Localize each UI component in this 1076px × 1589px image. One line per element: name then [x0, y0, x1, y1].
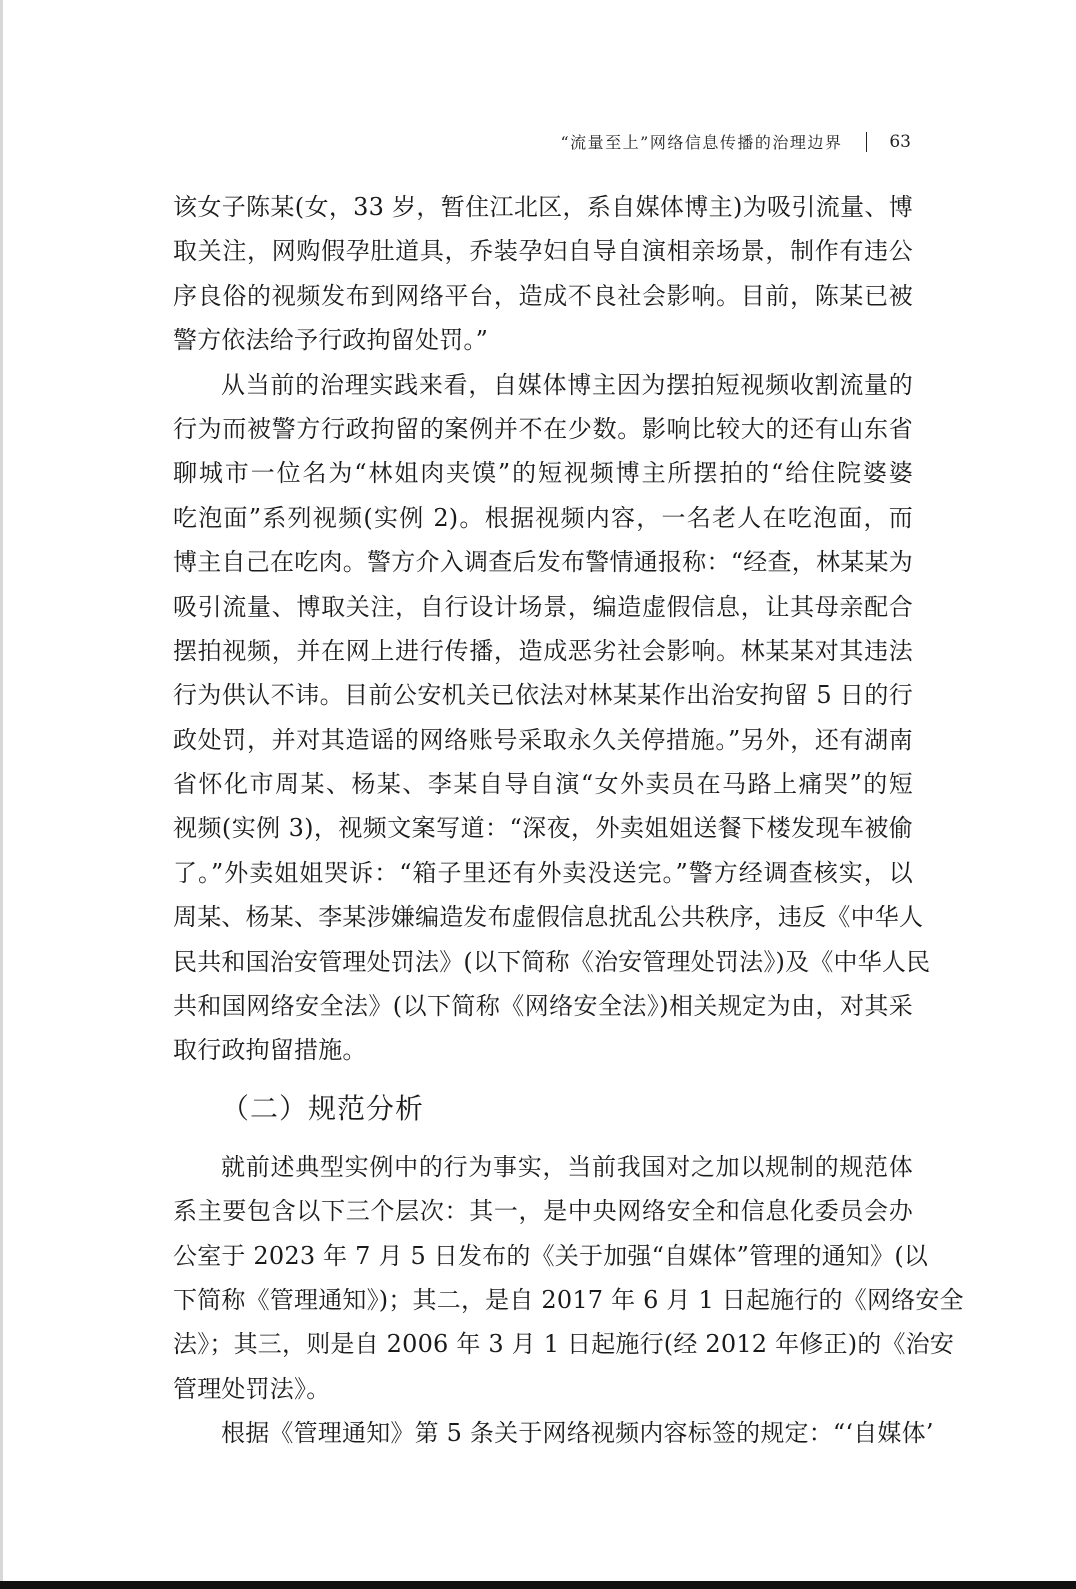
- page-bottom-edge: [0, 1581, 1076, 1589]
- text-line: 就前述典型实例中的行为事实，当前我国对之加以规制的规范体: [221, 1152, 913, 1181]
- body-text: [173, 185, 964, 1456]
- text-line: 公室于 2023 年 7 月 5 日发布的《关于加强“自媒体”管理的通知》(以: [173, 1241, 929, 1270]
- text-line: 民共和国治安管理处罚法》(以下简称《治安管理处罚法》)及《中华人民: [173, 947, 931, 976]
- text-line: 摆拍视频，并在网上进行传播，造成恶劣社会影响。林某某对其违法: [173, 636, 913, 665]
- text-line: 聊城市一位名为“林姐肉夹馍”的短视频博主所摆拍的“给住院婆婆: [173, 459, 913, 488]
- paragraph-1: [173, 185, 913, 363]
- text-line: 省怀化市周某、杨某、李某自导自演“女外卖员在马路上痛哭”的短: [173, 770, 913, 799]
- page-edge: [0, 0, 3, 1589]
- paragraph-3: [173, 1145, 964, 1411]
- section-heading: （二）规范分析: [221, 1091, 425, 1125]
- text-line: 管理处罚法》。: [173, 1374, 331, 1403]
- text-line: 从当前的治理实践来看，自媒体博主因为摆拍短视频收割流量的: [221, 370, 913, 399]
- text-line: 该女子陈某(女，33 岁，暂住江北区，系自媒体博主)为吸引流量、博: [173, 193, 913, 221]
- paragraph-2: [173, 363, 931, 1073]
- text-line: 周某、杨某、李某涉嫌编造发布虚假信息扰乱公共秩序，违反《中华人: [173, 903, 924, 932]
- text-line: 根据《管理通知》第 5 条关于网络视频内容标签的规定：“‘自媒体’: [221, 1419, 934, 1448]
- text-line: 了。”外卖姐姐哭诉：“箱子里还有外卖没送完。”警方经调查核实，以: [173, 858, 913, 887]
- text-line: 取关注，网购假孕肚道具，乔装孕妇自导自演相亲场景，制作有违公: [173, 237, 913, 266]
- text-line: 吃泡面”系列视频(实例 2)。根据视频内容，一名老人在吃泡面，而: [173, 503, 913, 532]
- text-line: 取行政拘留措施。: [173, 1036, 367, 1065]
- running-head: [560, 130, 911, 153]
- paragraph-4: [173, 1411, 934, 1455]
- text-line: 法》；其三，则是自 2006 年 3 月 1 日起施行(经 2012 年修正)的《治安: [173, 1330, 955, 1359]
- text-line: 行为供认不讳。目前公安机关已依法对林某某作出治安拘留 5 日的行: [173, 681, 913, 710]
- text-line: 系主要包含以下三个层次：其一，是中央网络安全和信息化委员会办: [173, 1197, 913, 1226]
- header-divider: [866, 132, 867, 152]
- text-line: 吸引流量、博取关注，自行设计场景，编造虚假信息，让其母亲配合: [173, 592, 913, 621]
- text-line: 下简称《管理通知》)；其二，是自 2017 年 6 月 1 日起施行的《网络安全: [173, 1285, 964, 1314]
- text-line: 博主自己在吃肉。警方介入调查后发布警情通报称：“经查，林某某为: [173, 548, 913, 577]
- running-title: “流量至上”网络信息传播的治理边界: [560, 133, 843, 152]
- page-number: 63: [889, 131, 911, 152]
- text-line: 序良俗的视频发布到网络平台，造成不良社会影响。目前，陈某已被: [173, 281, 913, 310]
- text-line: 视频(实例 3)，视频文案写道：“深夜，外卖姐姐送餐下楼发现车被偷: [173, 814, 913, 843]
- text-line: 行为而被警方行政拘留的案例并不在少数。影响比较大的还有山东省: [173, 414, 913, 443]
- text-line: 共和国网络安全法》(以下简称《网络安全法》)相关规定为由，对其采: [173, 992, 913, 1021]
- text-line: 政处罚，并对其造谣的网络账号采取永久关停措施。”另外，还有湖南: [173, 725, 913, 754]
- text-line: 警方依法给予行政拘留处罚。”: [173, 326, 489, 355]
